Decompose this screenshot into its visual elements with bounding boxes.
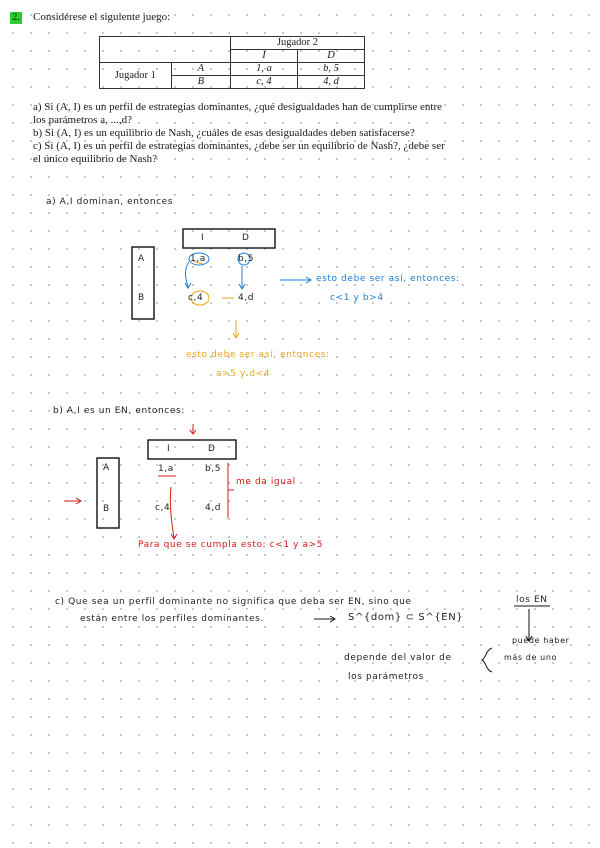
table-cell: c, 4 [231, 76, 298, 89]
a-blue-note: esto debe ser así, entonces: [316, 274, 460, 284]
question-b: b) Si (A, I) es un equilibrio de Nash, ¿cuáles de esas desigualdades deben satisfacerse? [33, 127, 415, 139]
table-col-I: I [231, 50, 298, 63]
table-cell: 4, d [298, 76, 365, 89]
a-orange-note: esto debe ser así, entonces: [186, 350, 330, 360]
a-col-I: I [201, 233, 205, 243]
b-condition: Para que se cumpla esto: c<1 y a>5 [138, 540, 324, 550]
table-cell: 1, a [231, 63, 298, 76]
red-arrow-down [170, 487, 174, 538]
b-cell-c4: c,4 [155, 503, 171, 513]
table-cell: b, 5 [298, 63, 365, 76]
table-player1-header: Jugador 1 [100, 63, 172, 89]
b-col-I: I [167, 444, 171, 454]
table-row-A: A [171, 63, 230, 76]
b-col-D: D [208, 444, 216, 454]
c-puede-haber: puede haber [512, 636, 570, 645]
b-cell-4d: 4,d [205, 503, 222, 513]
c-line1: c) Que sea un perfil dominante no significa que deba ser EN, sino que [55, 597, 412, 607]
c-los-en: los EN [516, 595, 548, 605]
question-a-line2: los parámetros a, ...,d? [33, 114, 132, 126]
a-cell-4d: 4,d [238, 293, 255, 303]
table-player2-header: Jugador 2 [231, 37, 365, 50]
a-blue-inequalities: c<1 y b>4 [330, 293, 384, 303]
b-column-box [148, 440, 236, 459]
blue-arrow-left [185, 262, 189, 287]
a-cell-c4: c,4 [188, 293, 204, 303]
c-mas-de-uno: más de uno [504, 653, 557, 662]
question-c-line1: c) Si (A, I) es un perfil de estrategias dominantes, ¿debe ser un equilibrio de Nash?, ¿debe ser [33, 140, 445, 152]
a-row-A: A [138, 254, 145, 264]
b-heading: b) A,I es un EN, entonces: [53, 406, 185, 416]
table-blank-corner [100, 37, 231, 50]
game-table [99, 36, 365, 89]
a-cell-b5: b,5 [238, 254, 255, 264]
c-brace [482, 648, 492, 672]
question-number: 2. [10, 12, 22, 24]
c-line2: están entre los perfiles dominantes. [80, 614, 264, 624]
b-row-A: A [103, 463, 110, 473]
c-math: S^{dom} ⊂ S^{EN} [348, 612, 464, 623]
a-row-B: B [138, 293, 145, 303]
c-depende-line2: los parámetros [348, 672, 424, 682]
b-side-note: me da igual [236, 477, 296, 487]
question-a-line1: a) Si (A, I) es un perfil de estrategias dominantes, ¿qué desigualdades han de cumplirse entre [33, 101, 442, 113]
a-orange-inequalities: a>5 y d<4 [216, 369, 271, 379]
a-column-box [183, 229, 275, 248]
question-intro: Considérese el siguiente juego: [33, 11, 171, 23]
b-cell-b5: b,5 [205, 464, 222, 474]
a-cell-1a: 1,a [190, 254, 206, 264]
table-blank [100, 50, 231, 63]
c-depende-line1: depende del valor de [344, 653, 452, 663]
question-c-line2: el único equilibrio de Nash? [33, 153, 158, 165]
table-col-D: D [298, 50, 365, 63]
a-heading: a) A,I dominan, entonces [46, 197, 174, 207]
a-col-D: D [242, 233, 250, 243]
table-row-B: B [171, 76, 230, 89]
b-row-B: B [103, 504, 110, 514]
b-cell-1a: 1,a [158, 464, 174, 474]
